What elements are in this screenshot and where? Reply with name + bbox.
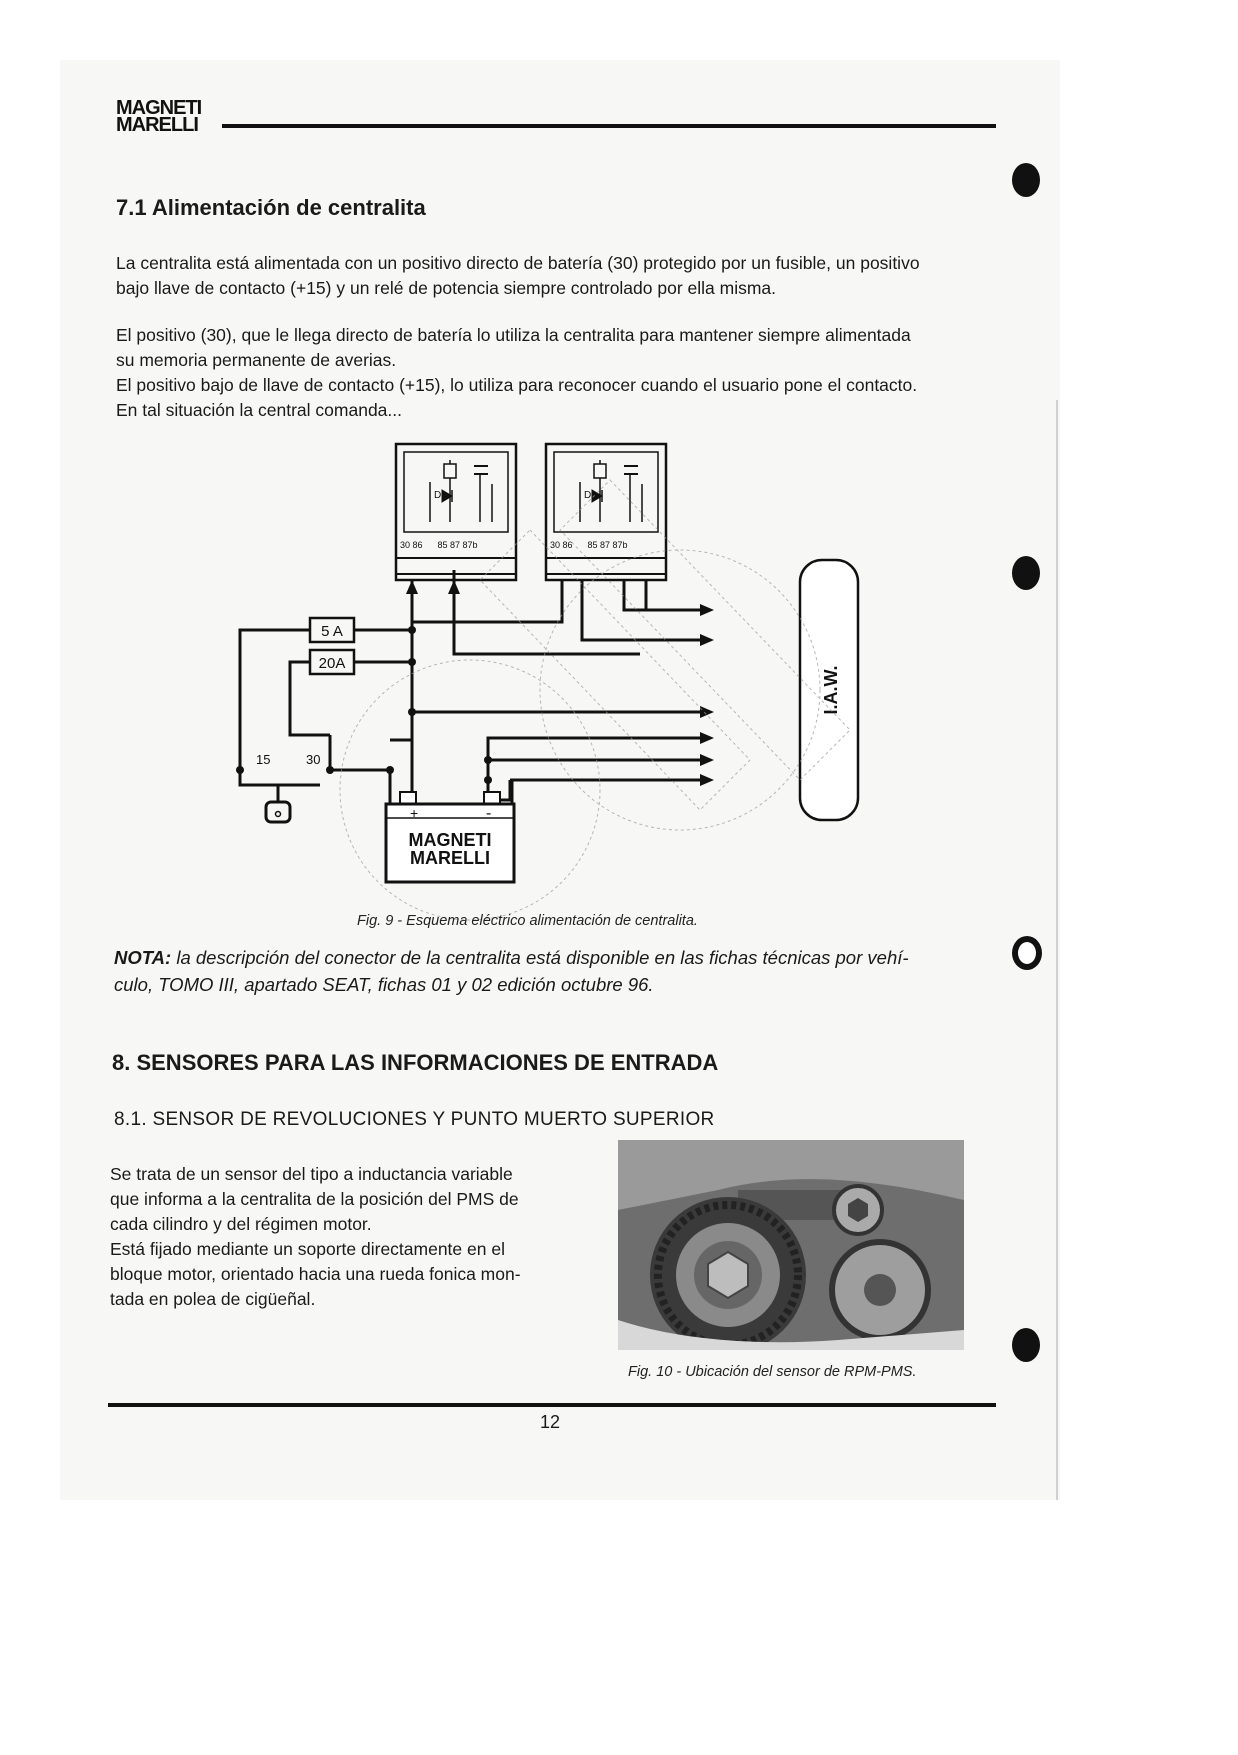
- figure-9-caption: Fig. 9 - Esquema eléctrico alimentación de centralita.: [357, 913, 698, 929]
- header-rule: [222, 124, 996, 128]
- ignition-switch: [250, 785, 320, 822]
- battery: [386, 792, 514, 882]
- paragraph-line: bloque motor, orientado hacia una rueda fonica mon-: [110, 1264, 521, 1284]
- paragraph-line: Se trata de un sensor del tipo a inductancia variable: [110, 1164, 513, 1184]
- paragraph-line: tada en polea de cigüeñal.: [110, 1289, 316, 1309]
- note-text-1: la descripción del conector de la centralita está disponible en las fichas técnicas por vehí-: [171, 947, 909, 968]
- logo-line-2: MARELLI: [116, 114, 198, 136]
- magneti-marelli-logo: [116, 97, 202, 136]
- footer-rule: [108, 1403, 996, 1407]
- wiring-diagram: [230, 430, 870, 930]
- battery-minus-label: -: [486, 805, 492, 822]
- engine-photo: [618, 1140, 964, 1350]
- relay-2-pin-labels: 30 86 85 87 87b: [550, 540, 628, 550]
- page-edge-line: [1056, 400, 1058, 1500]
- section-8-1-subtitle: 8.1. SENSOR DE REVOLUCIONES Y PUNTO MUERTO SUPERIOR: [114, 1109, 715, 1130]
- logo-line-1: MAGNETI: [116, 97, 202, 119]
- relay-1-diode-label: D1: [434, 490, 447, 501]
- fuse-20a-label: 20A: [318, 655, 346, 672]
- paragraph-line: que informa a la centralita de la posición del PMS de: [110, 1189, 519, 1209]
- note-line-2: culo, TOMO III, apartado SEAT, fichas 01 y 02 edición octubre 96.: [114, 974, 654, 995]
- terminal-15-label: 15: [256, 752, 271, 767]
- binder-hole-icon: [1012, 1328, 1040, 1362]
- binder-hole-icon: [1012, 556, 1040, 590]
- page-number: 12: [539, 1412, 561, 1432]
- paragraph-line: bajo llave de contacto (+15) y un relé de potencia siempre controlado por ella misma.: [116, 278, 777, 298]
- terminal-30-label: 30: [306, 752, 321, 767]
- fuse-5a-label: 5 A: [321, 623, 343, 640]
- relay-1-pin-labels: 30 86 85 87 87b: [400, 540, 478, 550]
- paragraph-line: La centralita está alimentada con un positivo directo de batería (30) protegido por un fusible, un positivo: [116, 253, 920, 273]
- section-7-1-title: 7.1 Alimentación de centralita: [116, 195, 426, 220]
- paragraph-line: su memoria permanente de averias.: [116, 350, 397, 370]
- paragraph-line: En tal situación la central comanda...: [116, 400, 402, 420]
- figure-10-caption: Fig. 10 - Ubicación del sensor de RPM-PMS.: [628, 1364, 917, 1380]
- binder-hole-icon: [1012, 936, 1042, 970]
- binder-hole-icon: [1012, 163, 1040, 197]
- note-line-1: [114, 944, 909, 971]
- battery-logo-line-2: MARELLI: [410, 848, 490, 868]
- ecu-label: I.A.W.: [821, 665, 841, 715]
- battery-logo-line-1: MAGNETI: [408, 830, 492, 850]
- paragraph-line: El positivo bajo de llave de contacto (+15), lo utiliza para reconocer cuando el usuario pone el contacto.: [116, 375, 918, 395]
- section-8-title: 8. SENSORES PARA LAS INFORMACIONES DE ENTRADA: [112, 1050, 719, 1075]
- paragraph-line: cada cilindro y del régimen motor.: [110, 1214, 372, 1234]
- paragraph-line: Está fijado mediante un soporte directamente en el: [110, 1239, 505, 1259]
- battery-plus-label: +: [410, 805, 419, 821]
- paragraph-line: El positivo (30), que le llega directo de batería lo utiliza la centralita para mantener siempre alimentada: [116, 325, 911, 345]
- note-label: NOTA:: [114, 947, 172, 968]
- relay-2-diode-label: D1: [584, 490, 597, 501]
